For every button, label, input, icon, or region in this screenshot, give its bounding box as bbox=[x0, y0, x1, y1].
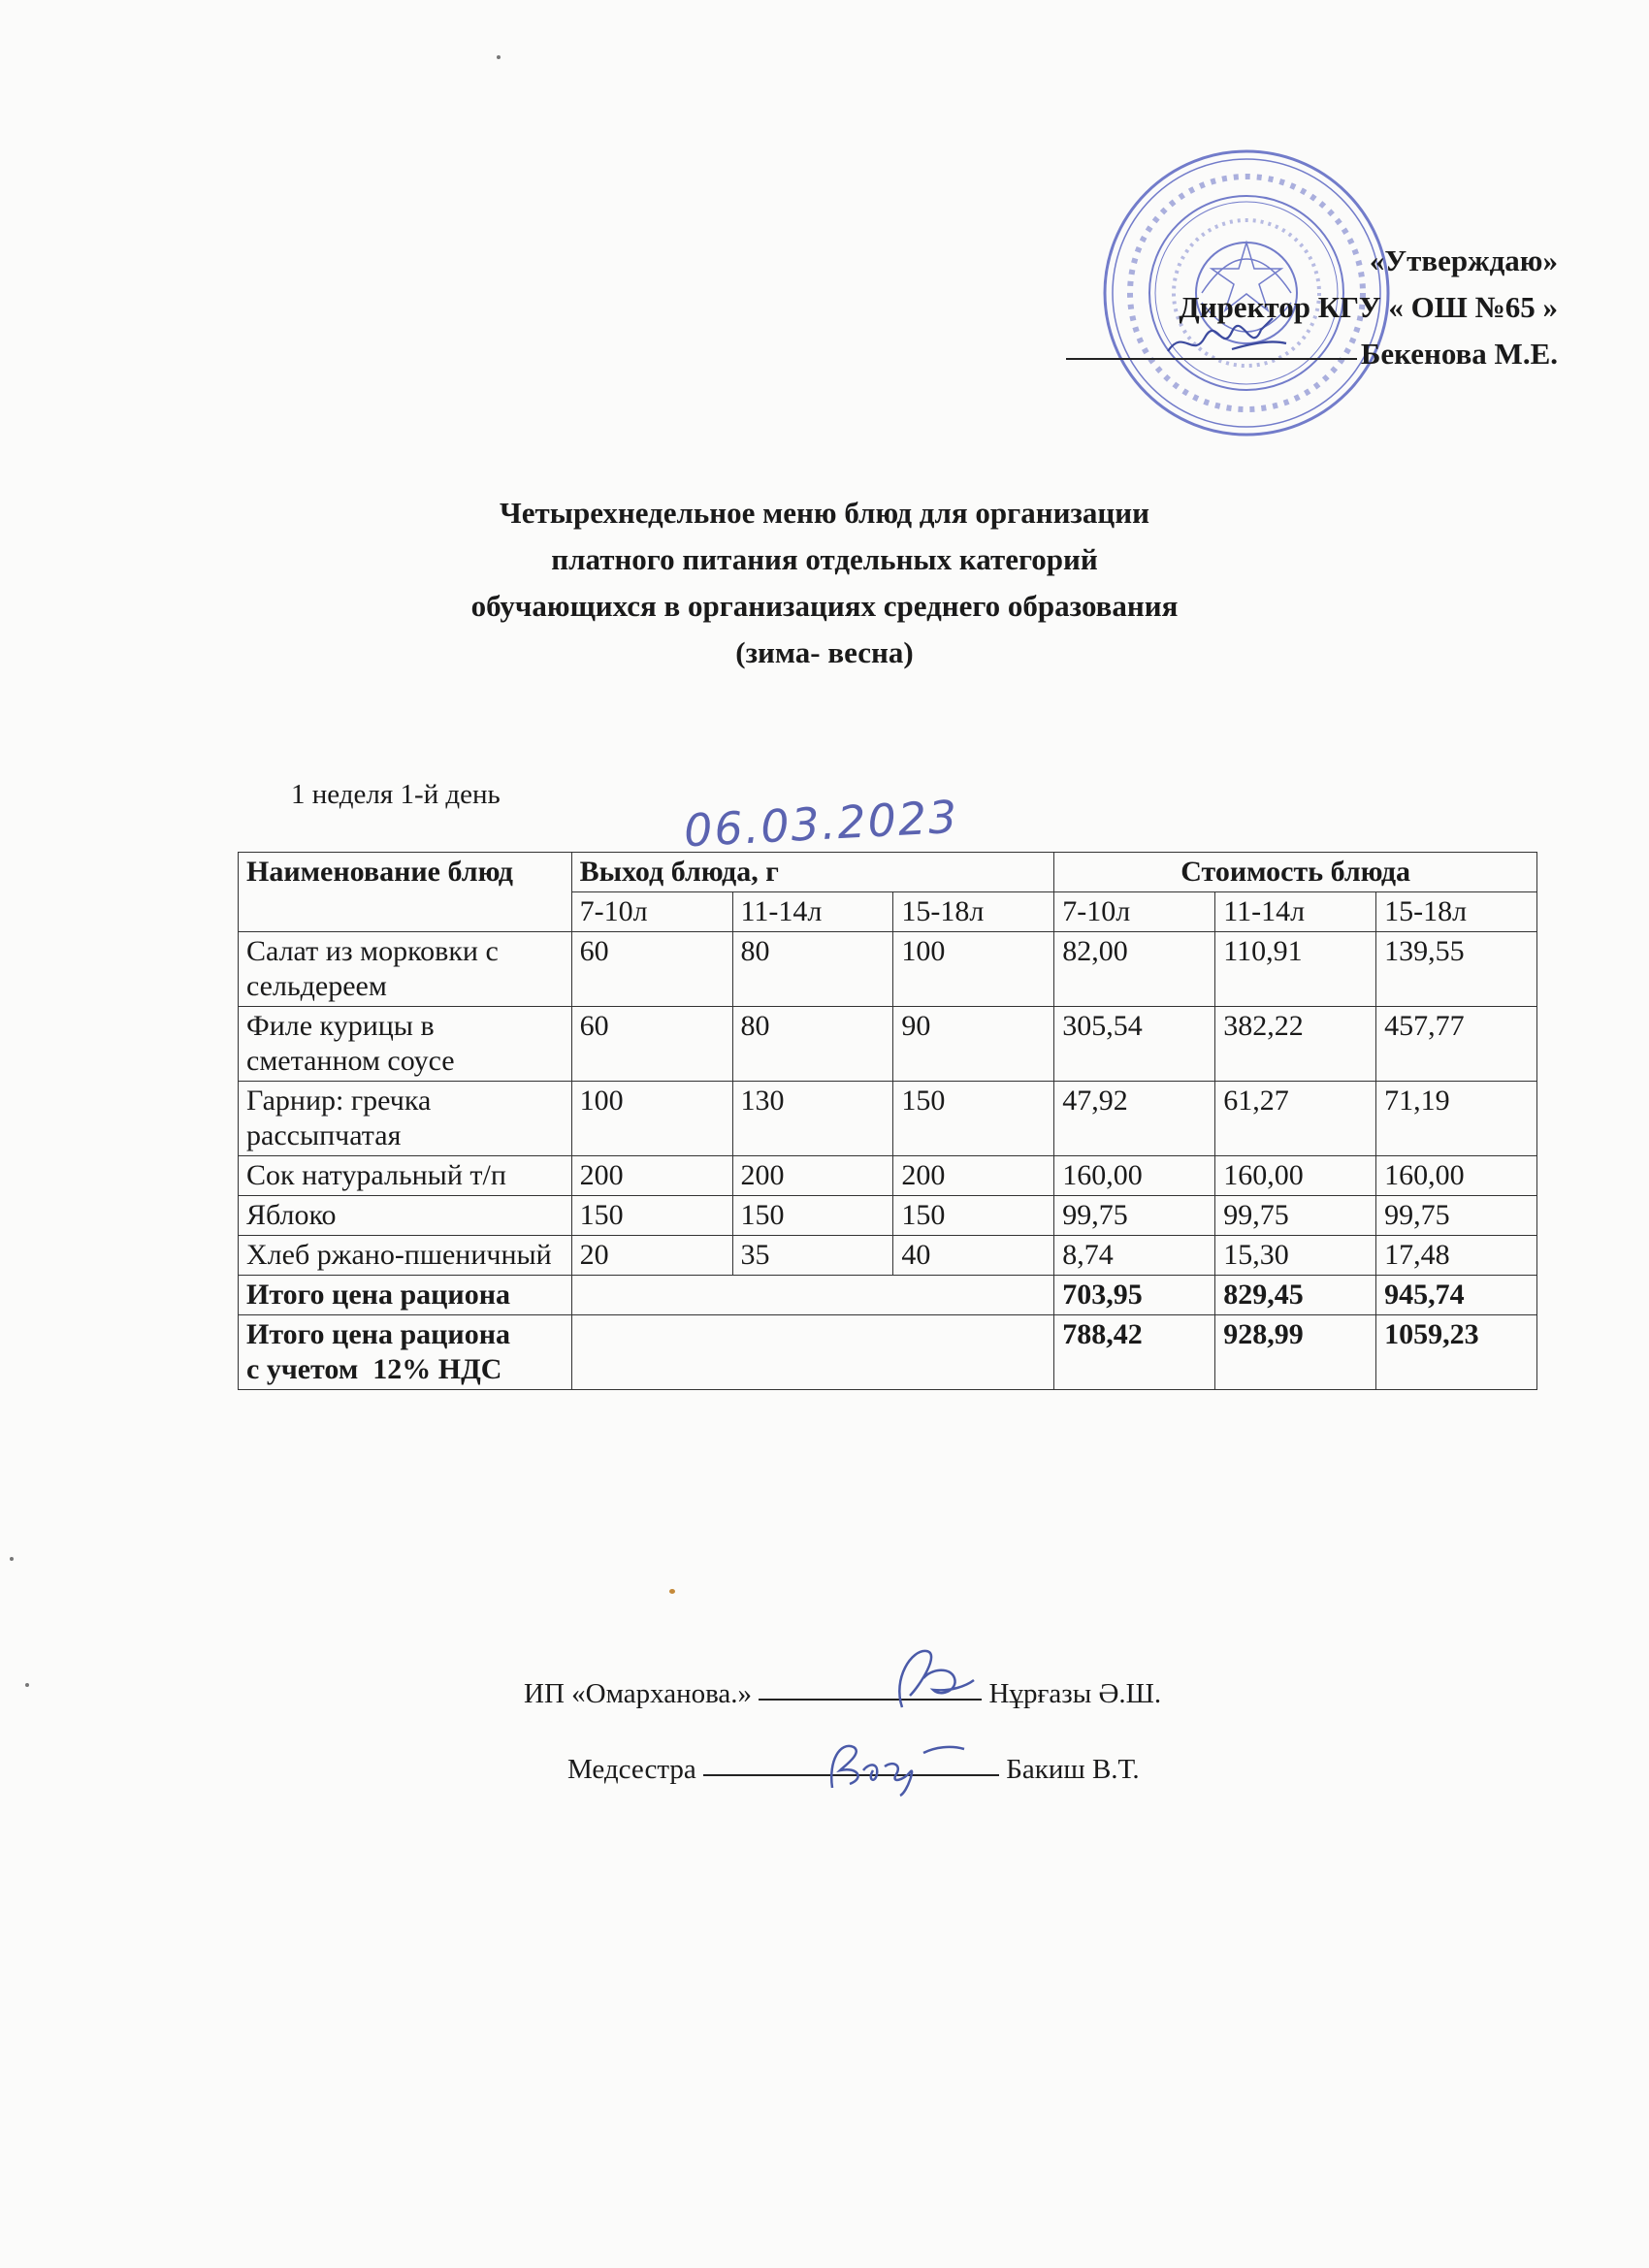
ip-signature bbox=[873, 1639, 980, 1717]
director-signature bbox=[1164, 310, 1290, 369]
dish-name: Хлеб ржано-пшеничный bbox=[239, 1236, 572, 1276]
table-row bbox=[239, 1082, 1537, 1156]
title-line-4: (зима- весна) bbox=[735, 635, 914, 669]
speck bbox=[669, 1589, 675, 1594]
total-row bbox=[239, 1276, 1537, 1315]
nurse-label: Медсестра bbox=[567, 1754, 696, 1785]
cost-cell: 15,30 bbox=[1215, 1236, 1376, 1276]
output-cell: 100 bbox=[571, 1082, 732, 1156]
director-name: Бекенова М.Е. bbox=[1360, 337, 1558, 371]
week-day-label: 1 неделя 1-й день bbox=[291, 779, 501, 810]
director-name-line bbox=[1066, 331, 1558, 377]
approval-block bbox=[1066, 238, 1558, 377]
total-vat-label bbox=[239, 1315, 572, 1390]
cost-cell: 382,22 bbox=[1215, 1007, 1376, 1082]
title-line-1: Четырехнедельное меню блюд для организации bbox=[500, 496, 1149, 530]
ip-label: ИП «Омарханова.» bbox=[524, 1678, 753, 1709]
output-cell: 150 bbox=[571, 1196, 732, 1236]
cost-cell: 82,00 bbox=[1054, 932, 1215, 1007]
dish-name: Гарнир: гречка рассыпчатая bbox=[239, 1082, 572, 1156]
title-line-3: обучающихся в организациях среднего образования bbox=[470, 589, 1179, 623]
output-cell: 200 bbox=[732, 1156, 893, 1196]
output-cell: 90 bbox=[893, 1007, 1054, 1082]
output-cell: 130 bbox=[732, 1082, 893, 1156]
total-vat-label-line-2: с учетом 12% НДС bbox=[246, 1353, 502, 1385]
output-cell: 80 bbox=[732, 1007, 893, 1082]
total-vat-label-line-1: Итого цена рациона bbox=[246, 1318, 510, 1350]
approval-heading: «Утверждаю» bbox=[1369, 243, 1558, 277]
director-position: Директор КГУ « ОШ №65 » bbox=[1179, 290, 1558, 324]
output-cell: 200 bbox=[571, 1156, 732, 1196]
output-cell: 150 bbox=[893, 1196, 1054, 1236]
total-label: Итого цена рациона bbox=[239, 1276, 572, 1315]
table-header-row bbox=[239, 853, 1537, 892]
menu-table bbox=[238, 852, 1537, 1390]
cost-cell: 99,75 bbox=[1054, 1196, 1215, 1236]
cost-cell: 305,54 bbox=[1054, 1007, 1215, 1082]
total-vat-cost: 928,99 bbox=[1215, 1315, 1376, 1390]
total-vat-empty-cell bbox=[571, 1315, 1054, 1390]
age-header: 15-18л bbox=[893, 892, 1054, 932]
total-vat-cost: 788,42 bbox=[1054, 1315, 1215, 1390]
cost-cell: 47,92 bbox=[1054, 1082, 1215, 1156]
output-cell: 35 bbox=[732, 1236, 893, 1276]
ip-name: Нұрғазы Ә.Ш. bbox=[988, 1678, 1162, 1709]
table-row bbox=[239, 1156, 1537, 1196]
table-row bbox=[239, 932, 1537, 1007]
age-header: 11-14л bbox=[1215, 892, 1376, 932]
dish-name: Яблоко bbox=[239, 1196, 572, 1236]
age-header: 15-18л bbox=[1376, 892, 1537, 932]
cost-cell: 160,00 bbox=[1054, 1156, 1215, 1196]
table-row bbox=[239, 1196, 1537, 1236]
speck bbox=[497, 55, 501, 59]
col-header-output: Выход блюда, г bbox=[571, 853, 1054, 892]
total-vat-cost: 1059,23 bbox=[1376, 1315, 1537, 1390]
total-vat-row bbox=[239, 1315, 1537, 1390]
table-row bbox=[239, 1007, 1537, 1082]
speck bbox=[25, 1683, 29, 1687]
total-cost: 703,95 bbox=[1054, 1276, 1215, 1315]
dish-name: Сок натуральный т/п bbox=[239, 1156, 572, 1196]
cost-cell: 17,48 bbox=[1376, 1236, 1537, 1276]
nurse-name: Бакиш В.Т. bbox=[1006, 1754, 1140, 1785]
dish-name: Салат из морковки с сельдереем bbox=[239, 932, 572, 1007]
table-row bbox=[239, 1236, 1537, 1276]
cost-cell: 99,75 bbox=[1376, 1196, 1537, 1236]
cost-cell: 160,00 bbox=[1215, 1156, 1376, 1196]
dish-name: Филе курицы в сметанном соусе bbox=[239, 1007, 572, 1082]
speck bbox=[10, 1557, 14, 1561]
document-title bbox=[0, 490, 1649, 676]
output-cell: 100 bbox=[893, 932, 1054, 1007]
cost-cell: 8,74 bbox=[1054, 1236, 1215, 1276]
output-cell: 80 bbox=[732, 932, 893, 1007]
age-header: 7-10л bbox=[1054, 892, 1215, 932]
cost-cell: 99,75 bbox=[1215, 1196, 1376, 1236]
col-header-cost: Стоимость блюда bbox=[1054, 853, 1537, 892]
output-cell: 60 bbox=[571, 1007, 732, 1082]
col-header-dish: Наименование блюд bbox=[239, 853, 572, 932]
cost-cell: 61,27 bbox=[1215, 1082, 1376, 1156]
output-cell: 60 bbox=[571, 932, 732, 1007]
output-cell: 40 bbox=[893, 1236, 1054, 1276]
title-line-2: платного питания отдельных категорий bbox=[551, 542, 1098, 576]
output-cell: 20 bbox=[571, 1236, 732, 1276]
ip-signature-line bbox=[524, 1678, 1161, 1710]
output-cell: 150 bbox=[732, 1196, 893, 1236]
handwritten-date: 06.03.2023 bbox=[682, 790, 960, 858]
age-header: 11-14л bbox=[732, 892, 893, 932]
output-cell: 150 bbox=[893, 1082, 1054, 1156]
cost-cell: 139,55 bbox=[1376, 932, 1537, 1007]
cost-cell: 160,00 bbox=[1376, 1156, 1537, 1196]
output-cell: 200 bbox=[893, 1156, 1054, 1196]
total-empty-cell bbox=[571, 1276, 1054, 1315]
nurse-signature bbox=[815, 1732, 970, 1799]
age-header: 7-10л bbox=[571, 892, 732, 932]
cost-cell: 457,77 bbox=[1376, 1007, 1537, 1082]
cost-cell: 71,19 bbox=[1376, 1082, 1537, 1156]
total-cost: 945,74 bbox=[1376, 1276, 1537, 1315]
total-cost: 829,45 bbox=[1215, 1276, 1376, 1315]
cost-cell: 110,91 bbox=[1215, 932, 1376, 1007]
